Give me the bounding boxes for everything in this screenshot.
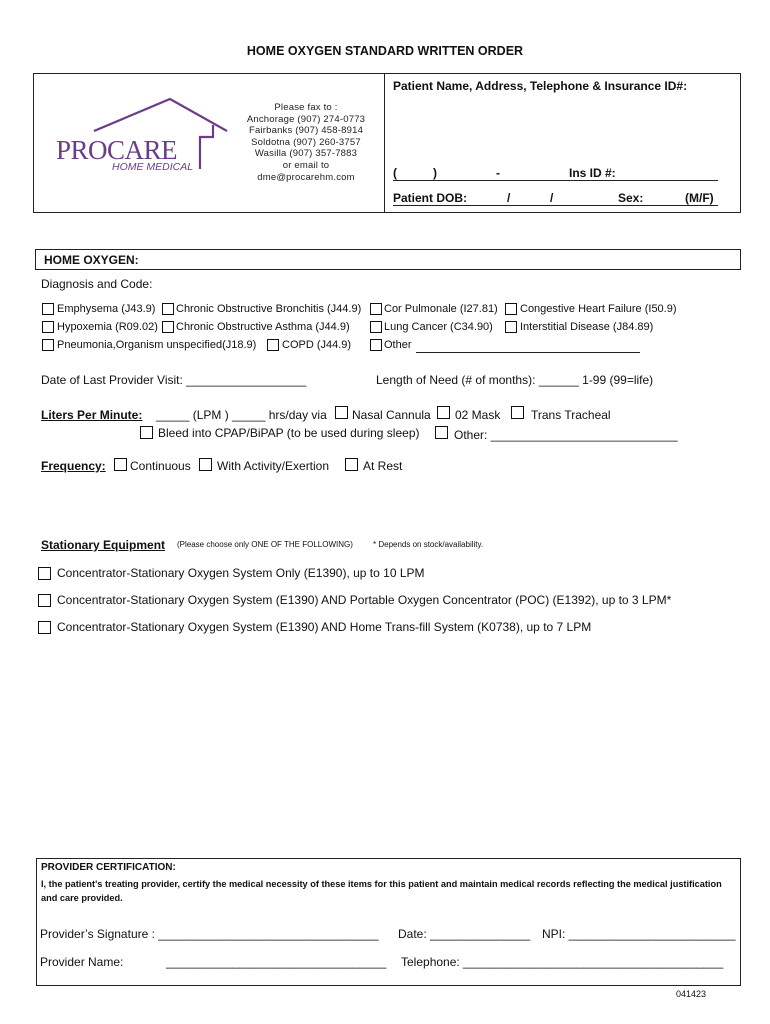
other-delivery-checkbox[interactable] — [435, 426, 448, 439]
activity-label: With Activity/Exertion — [217, 459, 330, 473]
cor-pulmonale-checkbox[interactable] — [370, 303, 382, 315]
chronic-asthma-checkbox[interactable] — [162, 321, 174, 333]
provider-npi-field[interactable]: NPI: _________________________ — [542, 927, 736, 941]
contact-block — [232, 102, 380, 183]
provider-date-field[interactable]: Date: _______________ — [398, 927, 531, 941]
copd-label: COPD (J44.9) — [282, 339, 352, 351]
lung-cancer-checkbox[interactable] — [370, 321, 382, 333]
interstitial-label: Interstitial Disease (J84.89) — [520, 321, 654, 333]
form-code: 041423 — [676, 989, 707, 999]
stationary-option-2-checkbox[interactable] — [38, 594, 51, 607]
stationary-option-3-checkbox[interactable] — [38, 621, 51, 634]
pneumonia-checkbox[interactable] — [42, 339, 54, 351]
activity-checkbox[interactable] — [199, 458, 212, 471]
dob-label: Patient DOB: — [393, 191, 468, 205]
stationary-option-1-checkbox[interactable] — [38, 567, 51, 580]
other-delivery-field[interactable]: Other: ____________________________ — [454, 428, 678, 442]
contact-email: dme@procarehm.com — [257, 171, 355, 183]
chronic-bronchitis-label: Chronic Obstructive Bronchitis (J44.9) — [176, 303, 362, 315]
interstitial-checkbox[interactable] — [505, 321, 517, 333]
logo-sub: HOME MEDICAL — [112, 161, 194, 173]
phone-dash: - — [496, 166, 500, 180]
provider-name-field[interactable]: _________________________________ — [166, 955, 387, 969]
continuous-checkbox[interactable] — [114, 458, 127, 471]
continuous-label: Continuous — [130, 459, 191, 473]
frequency-label: Frequency: — [41, 459, 106, 473]
header-divider — [384, 73, 385, 213]
contact-line: Anchorage (907) 274-0773 — [246, 113, 366, 125]
hypoxemia-label: Hypoxemia (R09.02) — [57, 321, 158, 333]
procare-logo — [50, 95, 230, 180]
stationary-option-3-label: Concentrator-Stationary Oxygen System (E1390) AND Home Trans-fill System (K0738), up to 7 LPM — [57, 620, 592, 634]
length-of-need-field[interactable]: Length of Need (# of months): ______ 1-99 (99=life) — [376, 373, 654, 387]
provider-telephone-field[interactable]: Telephone: _______________________________________ — [401, 955, 724, 969]
chronic-bronchitis-checkbox[interactable] — [162, 303, 174, 315]
stationary-availability-note: * Depends on stock/availability. — [373, 540, 484, 549]
nasal-cannula-label: Nasal Cannula — [352, 408, 431, 422]
stationary-option-1-label: Concentrator-Stationary Oxygen System Only (E1390), up to 10 LPM — [57, 566, 425, 580]
trans-tracheal-label: Trans Tracheal — [531, 408, 611, 422]
o2-mask-label: 02 Mask — [455, 408, 501, 422]
o2-mask-checkbox[interactable] — [437, 406, 450, 419]
provider-name-label: Provider Name: — [40, 955, 124, 969]
bleed-cpap-label: Bleed into CPAP/BiPAP (to be used during sleep) — [158, 426, 420, 440]
contact-line: Wasilla (907) 357-7883 — [254, 148, 358, 160]
patient-header: Patient Name, Address, Telephone & Insurance ID#: — [393, 79, 688, 93]
trans-tracheal-checkbox[interactable] — [511, 406, 524, 419]
other-diagnosis-line[interactable] — [416, 352, 640, 353]
stationary-label: Stationary Equipment — [41, 538, 166, 552]
ins-id-label: Ins ID #: — [569, 166, 616, 180]
other-diagnosis-label: Other — [384, 339, 412, 351]
cor-pulmonale-label: Cor Pulmonale (I27.81) — [384, 303, 498, 315]
at-rest-label: At Rest — [363, 459, 403, 473]
stationary-option-2-label: Concentrator-Stationary Oxygen System (E1390) AND Portable Oxygen Concentrator (POC) (E1392), up to 3 LPM* — [57, 593, 672, 607]
phone-paren-open: ( — [393, 166, 397, 180]
page-title: HOME OXYGEN STANDARD WRITTEN ORDER — [246, 44, 524, 58]
emphysema-checkbox[interactable] — [42, 303, 54, 315]
contact-line: Fairbanks (907) 458-8914 — [248, 125, 364, 137]
contact-line: or email to — [282, 159, 330, 171]
contact-line: Soldotna (907) 260-3757 — [251, 136, 361, 148]
chf-checkbox[interactable] — [505, 303, 517, 315]
last-visit-field[interactable]: Date of Last Provider Visit: __________________ — [41, 373, 307, 387]
other-diagnosis-checkbox[interactable] — [370, 339, 382, 351]
lpm-label: Liters Per Minute: — [41, 408, 143, 422]
lpm-field[interactable]: _____ (LPM ) _____ hrs/day via — [156, 408, 327, 422]
nasal-cannula-checkbox[interactable] — [335, 406, 348, 419]
contact-line: Please fax to : — [274, 102, 338, 113]
hypoxemia-checkbox[interactable] — [42, 321, 54, 333]
at-rest-checkbox[interactable] — [345, 458, 358, 471]
logo-brand: PROCARE — [56, 135, 178, 165]
phone-ins-line[interactable] — [393, 180, 718, 181]
chronic-asthma-label: Chronic Obstructive Asthma (J44.9) — [176, 321, 350, 333]
provider-cert-header: PROVIDER CERTIFICATION: — [41, 862, 176, 873]
emphysema-label: Emphysema (J43.9) — [57, 303, 156, 315]
phone-paren-close: ) — [433, 166, 437, 180]
home-oxygen-header: HOME OXYGEN: — [44, 253, 139, 267]
diagnosis-label: Diagnosis and Code: — [41, 277, 153, 291]
patient-info-field[interactable] — [390, 93, 730, 165]
sex-mf: (M/F) — [685, 191, 714, 205]
stationary-note: (Please choose only ONE OF THE FOLLOWING) — [177, 540, 353, 549]
provider-cert-statement: I, the patient's treating provider, certify the medical necessity of these items for this patient and maintain medical records reflecting the medical justification and care provided. — [41, 879, 722, 903]
pneumonia-label: Pneumonia,Organism unspecified(J18.9) — [57, 339, 257, 351]
provider-signature-field[interactable]: Provider’s Signature : _________________________________ — [40, 927, 379, 941]
sex-label: Sex: — [618, 191, 644, 205]
copd-checkbox[interactable] — [267, 339, 279, 351]
dob-slash: / — [550, 191, 554, 205]
home-oxygen-header-box — [35, 249, 741, 270]
dob-slash: / — [507, 191, 511, 205]
dob-sex-line[interactable] — [393, 205, 718, 206]
bleed-cpap-checkbox[interactable] — [140, 426, 153, 439]
chf-label: Congestive Heart Failure (I50.9) — [520, 303, 677, 315]
lung-cancer-label: Lung Cancer (C34.90) — [384, 321, 493, 333]
